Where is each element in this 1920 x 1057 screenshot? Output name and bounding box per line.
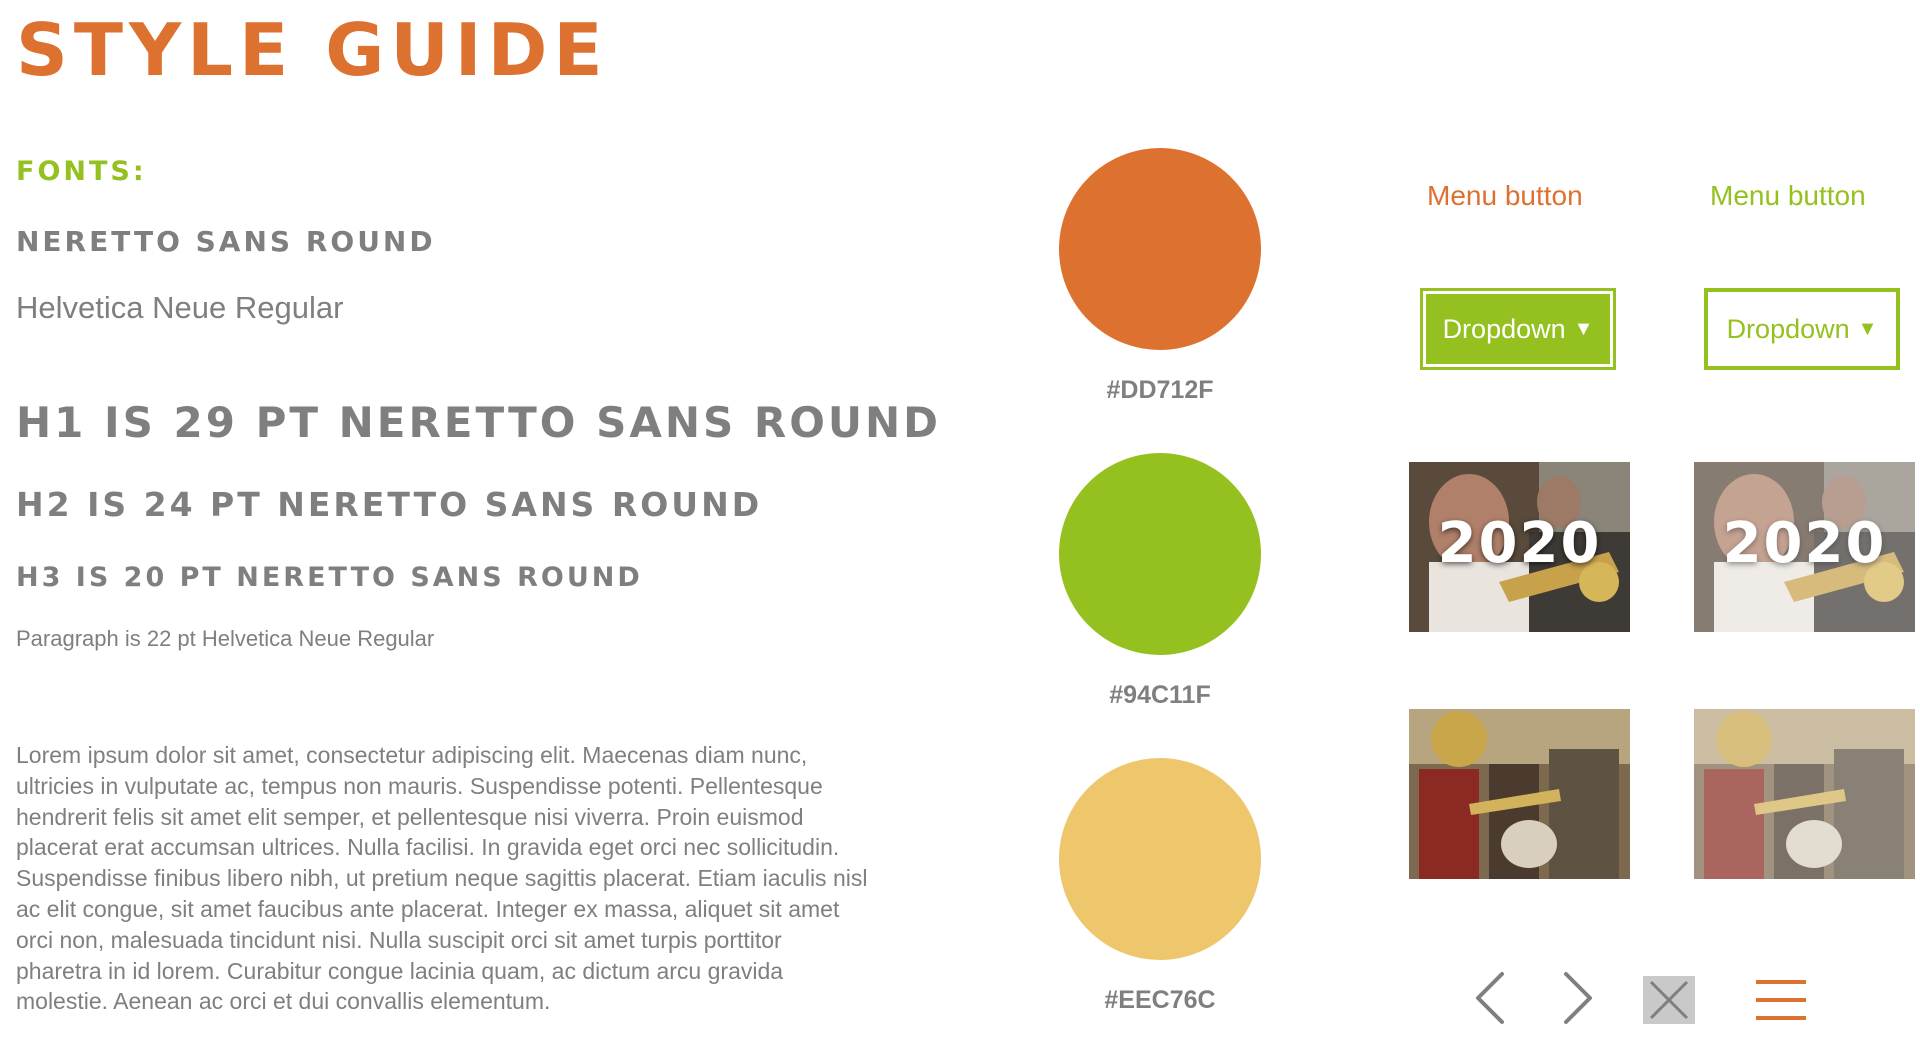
thumbnail-band-normal[interactable] [1409,709,1630,879]
chevron-down-icon: ▼ [1857,317,1878,340]
thumbnail-2020-normal[interactable] [1409,462,1630,632]
dropdown-label: Dropdown [1726,313,1850,344]
dropdown-label: Dropdown [1442,313,1566,344]
thumbnail-caption: 2020 [1722,511,1887,576]
color-label-orange: #DD712F [1106,376,1214,404]
band-photo-image [1409,709,1630,879]
hamburger-menu-icon[interactable] [1754,978,1808,1022]
dropdown-filled[interactable] [1420,288,1616,370]
sample-paragraph: Lorem ipsum dolor sit amet, consectetur adipiscing elit. Maecenas diam nunc, ultricies in vulputate ac, tempus non mauris. Suspendisse potenti. Pellentesque hendrerit felis sit amet elit semper, et pellentesque nisi viverra. Proin euismod placerat erat accumsan ultrices. Nulla facilisi. In gravida eget orci nec sollicitudin. Suspendisse finibus libero nibh, ut pretium neque sagittis placerat. Etiam iaculis nisl ac elit congue, sit amet faucibus ante placerat. Integer ex massa, aliquet sit amet orci non, malesuada tincidunt nisi. Nulla suscipit orci sit amet turpis porttitor pharetra in id lorem. Curabitur congue lacinia quam, ac dictum arcu gravida molestie. Aenean ac orci et dui convallis elementum. [16,742,868,1015]
thumbnail-caption: 2020 [1437,511,1602,576]
h3-spec: H3 IS 20 PT NERETTO SANS ROUND [16,562,643,593]
color-swatch-green [1059,453,1261,655]
chevron-left-icon[interactable] [1470,968,1510,1028]
band-photo-image [1694,709,1915,879]
h2-spec: H2 IS 24 PT NERETTO SANS ROUND [16,485,763,524]
dropdown-outline[interactable] [1704,288,1900,370]
color-label-yellow: #EEC76C [1104,986,1216,1014]
h1-spec: H1 IS 29 PT NERETTO SANS ROUND [16,398,942,447]
secondary-font-name: Helvetica Neue Regular [16,290,344,325]
color-swatch-orange [1059,148,1261,350]
thumbnail-2020-faded[interactable] [1694,462,1915,632]
thumbnail-band-faded[interactable] [1694,709,1915,879]
menu-button-green[interactable]: Menu button [1710,180,1866,211]
chevron-right-icon[interactable] [1558,968,1598,1028]
page-title: STYLE GUIDE [16,8,609,92]
primary-font-name: NERETTO SANS ROUND [16,225,436,258]
close-icon[interactable] [1643,976,1695,1024]
paragraph-spec: Paragraph is 22 pt Helvetica Neue Regular [16,626,435,651]
fonts-heading: FONTS: [16,156,147,187]
color-swatch-yellow [1059,758,1261,960]
menu-button-orange[interactable]: Menu button [1427,180,1583,211]
chevron-down-icon: ▼ [1573,317,1594,340]
color-label-green: #94C11F [1109,681,1211,709]
